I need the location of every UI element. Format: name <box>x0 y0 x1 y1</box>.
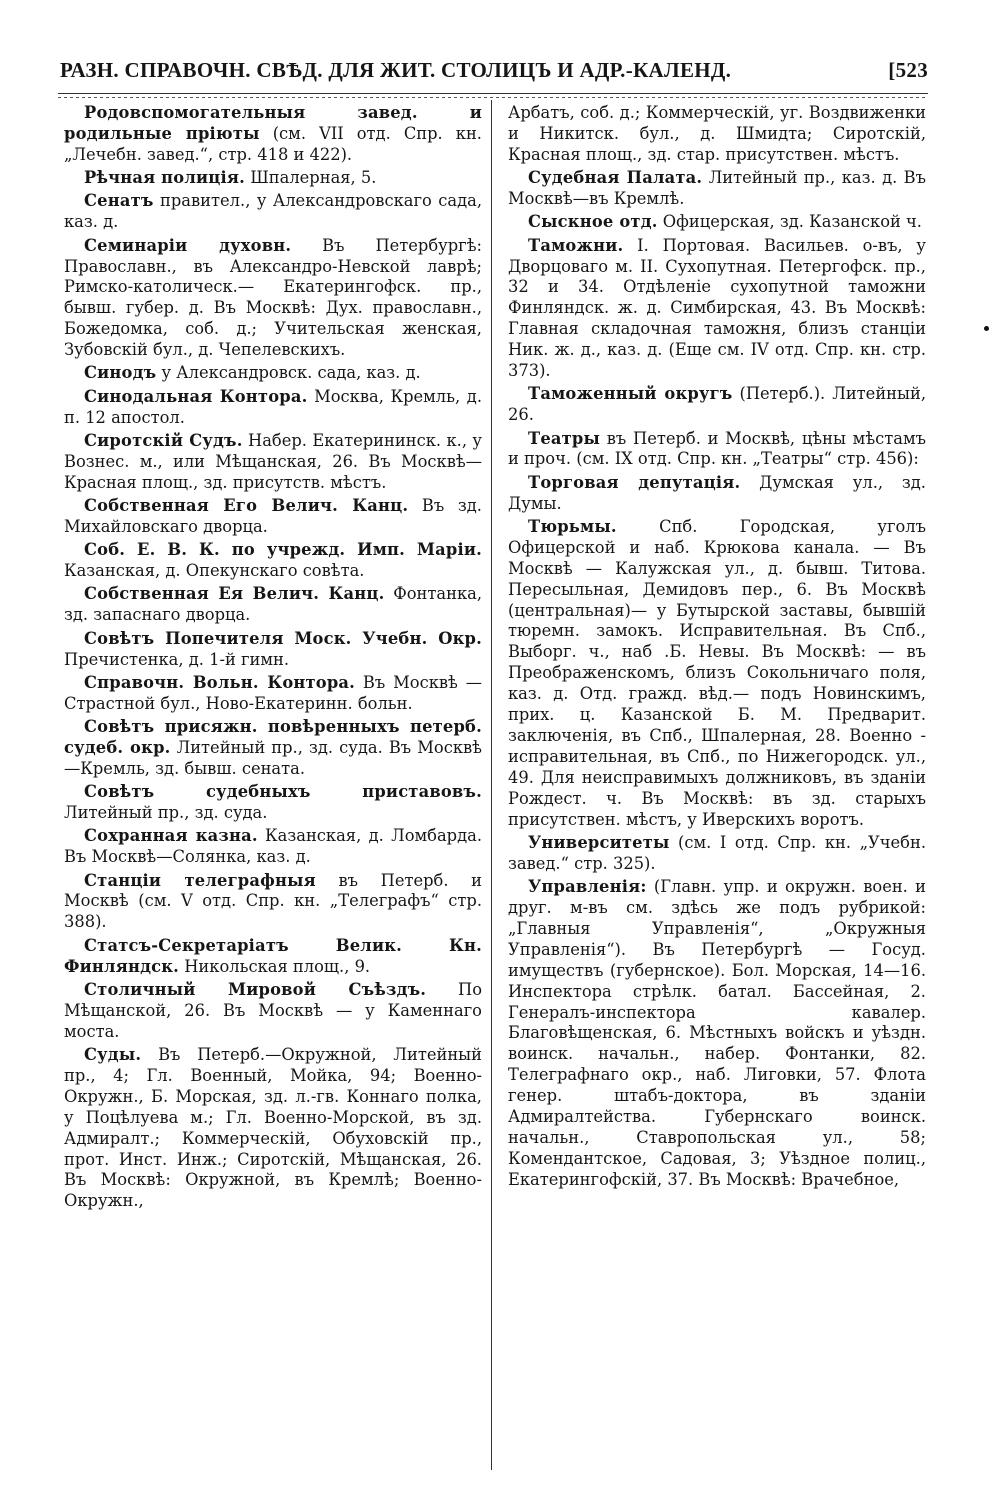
entry-heading: Университеты <box>528 832 670 852</box>
entry-text: Литейный пр., зд. суда. <box>64 803 268 823</box>
entry-heading: Собственная Его Велич. Канц. <box>84 496 409 516</box>
directory-entry <box>508 877 926 1191</box>
entry-text: (см. I отд. Спр. кн. „Учебн. завед.“ стр. 325). <box>508 832 926 873</box>
directory-entry <box>508 212 926 233</box>
entry-text: Офицерская, зд. Казанской ч. <box>657 212 922 232</box>
entry-heading: Статсъ-Секретаріатъ Велик. Кн. Финляндск. <box>64 935 482 976</box>
entry-text: (Петерб.). Литейный, 26. <box>508 384 926 425</box>
directory-entry <box>64 1045 482 1212</box>
header-title: РАЗН. СПРАВОЧН. СВѢД. ДЛЯ ЖИТ. СТОЛИЦЪ И АДР.-КАЛЕНД. <box>60 58 732 82</box>
directory-entry <box>508 384 926 426</box>
running-header <box>60 58 928 92</box>
directory-entry <box>64 431 482 494</box>
entry-text: Пречистенка, д. 1-й гимн. <box>64 649 290 669</box>
entry-text: Спб. Городская, уголъ Офицерской и наб. Крюкова канала. — Въ Москвѣ — Калужская ул., д. бывш. Титова. Пересыльная, Демидовъ пер., 6. Въ Москвѣ (центральная)— у Бутырской заставы, бывшій тюремн. замокъ. Исправительная. Въ Спб., Выборг. ч., наб .Б. Невы. Въ Москвѣ: — въ Преображенскомъ, близъ Сокольничаго поля, каз. д. Отд. гражд. вѣд.— подъ Новинскимъ, прих. ц. Казанской Б. М. Предварит. заключенія, въ Спб., Шпалерная, 28. Военно - исправительная, въ Спб., по Нижегородск. ул., 49. Для неисправимыхъ должниковъ, въ зданіи Рождест. ч. Въ Москвѣ: въ зд. старыхъ присутствен. мѣстъ, у Иверскихъ воротъ. <box>508 516 926 829</box>
entry-heading: Станціи телеграфныя <box>84 870 316 890</box>
entry-text: въ Петерб. и Москвѣ (см. V отд. Спр. кн. „Телеграфъ“ стр. 388). <box>64 870 482 932</box>
directory-entry <box>508 473 926 515</box>
entry-heading: Синодальная Контора. <box>84 386 308 406</box>
header-rule <box>58 93 928 100</box>
entry-text: правител., у Александровскаго сада, каз. д. <box>64 191 482 232</box>
entry-heading: Сиротскій Судъ. <box>84 430 243 450</box>
entry-heading: Собственная Ея Велич. Канц. <box>84 584 385 604</box>
entry-heading: Торговая депутація. <box>528 472 741 492</box>
directory-entry <box>64 826 482 868</box>
entry-text: Арбатъ, соб. д.; Коммерческій, уг. Воздвиженки и Никитск. бул., д. Шмидта; Сиротскій, Красная площ., зд. стар. присутствен. мѣстъ. <box>508 103 926 164</box>
directory-entry <box>508 236 926 382</box>
directory-entry <box>64 871 482 934</box>
directory-entry <box>64 540 482 582</box>
entry-heading: Рѣчная полиція. <box>84 168 246 188</box>
entry-text: Казанская, д. Ломбарда. Въ Москвѣ—Солянка, каз. д. <box>64 826 482 867</box>
entry-text: (Главн. упр. и окружн. воен. и друг. м-въ см. здѣсь же подъ рубрикой: „Главныя Управленія“, „Окружныя Управленія“). Въ Петербургѣ — Госуд. имуществъ (губернское). Бол. Морская, 14—16. Инспектора стрѣлк. батал. Бассейная, 2. Генералъ-инспектора кавалер. Благовѣщенская, 6. Мѣстныхъ войскъ и уѣздн. воинск. начальн., набер. Фонтанки, 82. Телеграфнаго окр., наб. Лиговки, 57. Флота генер. штабъ-доктора, въ зданіи Адмиралтейства. Губернскаго воинск. начальн., Ставропольская ул., 58; Комендантское, Садовая, 3; Уѣздное полиц., Екатерингофскій, 37. Въ Москвѣ: Врачебное, <box>508 877 926 1189</box>
entry-heading: Совѣтъ судебныхъ приставовъ. <box>84 782 482 802</box>
entry-text: въ Петерб. и Москвѣ, цѣны мѣстамъ и проч. (см. IX отд. Спр. кн. „Театры“ стр. 456): <box>508 428 926 469</box>
entry-heading: Родовспомогательныя завед. и родильные пріюты <box>64 103 482 143</box>
entry-heading: Управленія: <box>528 877 647 897</box>
directory-entry <box>508 168 926 210</box>
directory-entry <box>508 429 926 471</box>
entry-text: Въ Москвѣ — Страстной бул., Ново-Екатеринн. больн. <box>64 672 482 713</box>
entry-heading: Столичный Мировой Съѣздъ. <box>84 979 427 999</box>
directory-entry <box>64 629 482 671</box>
directory-entry <box>64 168 482 189</box>
entry-text: Никольская площ., 9. <box>179 956 371 976</box>
entry-text: Въ зд. Михайловскаго дворца. <box>64 496 482 536</box>
entry-text: Казанская, д. Опекунскаго совѣта. <box>64 561 365 581</box>
directory-entry <box>64 936 482 978</box>
entry-text: I. Портовая. Васильев. о-въ, у Дворцоваго м. II. Сухопутная. Петергофск. пр., 32 и 34. Отдѣленіе сухопутной таможни Финляндск. ж. д. Симбирская, 43. Въ Москвѣ: Главная складочная таможня, близъ станціи Ник. ж. д., каз. д. (Еще см. IV отд. Спр. кн. стр. 373). <box>508 235 926 381</box>
entry-heading: Судебная Палата. <box>528 168 703 188</box>
directory-entry <box>508 517 926 831</box>
entry-text: (см. VII отд. Спр. кн. „Лечебн. завед.“, стр. 418 и 422). <box>64 123 482 164</box>
directory-entry <box>64 584 482 626</box>
entry-text: Фонтанка, зд. запаснаго дворца. <box>64 584 482 625</box>
entry-heading: Тюрьмы. <box>528 516 617 536</box>
entry-text: Набер. Екатерининск. к., у Вознес. м., или Мѣщанская, 26. Въ Москвѣ—Красная площ., зд. присутств. мѣстъ. <box>64 430 482 492</box>
entry-heading: Сохранная казна. <box>84 826 258 846</box>
directory-entry <box>64 236 482 361</box>
entry-text: Шпалерная, 5. <box>245 168 377 188</box>
entry-heading: Совѣтъ присяжн. повѣренныхъ петерб. судеб. окр. <box>64 717 482 757</box>
page-number: [523 <box>888 58 928 82</box>
entry-heading: Сенатъ <box>84 191 154 211</box>
directory-entry <box>64 673 482 715</box>
directory-entry <box>64 496 482 538</box>
entry-heading: Семинаріи духовн. <box>84 235 292 255</box>
right-column <box>508 103 926 1473</box>
entry-heading: Соб. Е. В. К. по учрежд. Имп. Маріи. <box>84 540 482 560</box>
entry-heading: Таможни. <box>528 235 624 255</box>
entry-text: Москва, Кремль, д. п. 12 апостол. <box>64 386 482 427</box>
entry-text: Въ Петерб.—Окружной, Литейный пр., 4; Гл. Военный, Мойка, 94; Военно-Окружн., Б. Морская, зд. л.-гв. Коннаго полка, у Поцѣлуева м.; Гл. Военно-Морской, въ зд. Адмиралт.; Коммерческій, Обуховскій пр., прот. Инст. Инж.; Сиротскій, Мѣщанская, 26. Въ Москвѣ: Окружной, въ Кремлѣ; Военно-Окружн., <box>64 1045 482 1211</box>
entry-text: По Мѣщанской, 26. Въ Москвѣ — у Каменнаго моста. <box>64 979 482 1041</box>
directory-entry <box>64 363 482 384</box>
entry-text: у Александровск. сада, каз. д. <box>156 363 421 383</box>
entry-text: Въ Петербургѣ: Православн., въ Александро-Невской лаврѣ; Римско-католическ.— Екатерингофск. пр., бывш. губер. д. Въ Москвѣ: Дух. православн., Божедомка, соб. д.; Учительская женская, Зубовскій бул., д. Чепелевскихъ. <box>64 235 482 360</box>
entry-heading: Таможенный округъ <box>528 384 733 404</box>
directory-entry <box>508 103 926 166</box>
entry-heading: Синодъ <box>84 363 157 383</box>
entry-text: Думская ул., зд. Думы. <box>508 472 926 513</box>
entry-heading: Совѣтъ Попечителя Моск. Учебн. Окр. <box>84 628 482 648</box>
entry-heading: Суды. <box>84 1045 142 1064</box>
entry-heading: Сыскное отд. <box>528 212 658 232</box>
entry-heading: Театры <box>528 428 601 448</box>
directory-entry <box>64 980 482 1043</box>
margin-speck <box>984 326 989 331</box>
entry-text: Литейный пр., зд. суда. Въ Москвѣ—Кремль, зд. бывш. сената. <box>64 737 482 778</box>
entry-heading: Справочн. Вольн. Контора. <box>84 672 356 692</box>
directory-entry <box>64 191 482 233</box>
directory-entry <box>508 833 926 875</box>
column-divider <box>491 100 492 1470</box>
directory-entry <box>64 103 482 166</box>
directory-entry <box>64 387 482 429</box>
directory-entry <box>64 717 482 780</box>
entry-text: Литейный пр., каз. д. Въ Москвѣ—въ Кремлѣ. <box>508 168 926 209</box>
left-column <box>64 103 482 1473</box>
directory-entry <box>64 782 482 824</box>
